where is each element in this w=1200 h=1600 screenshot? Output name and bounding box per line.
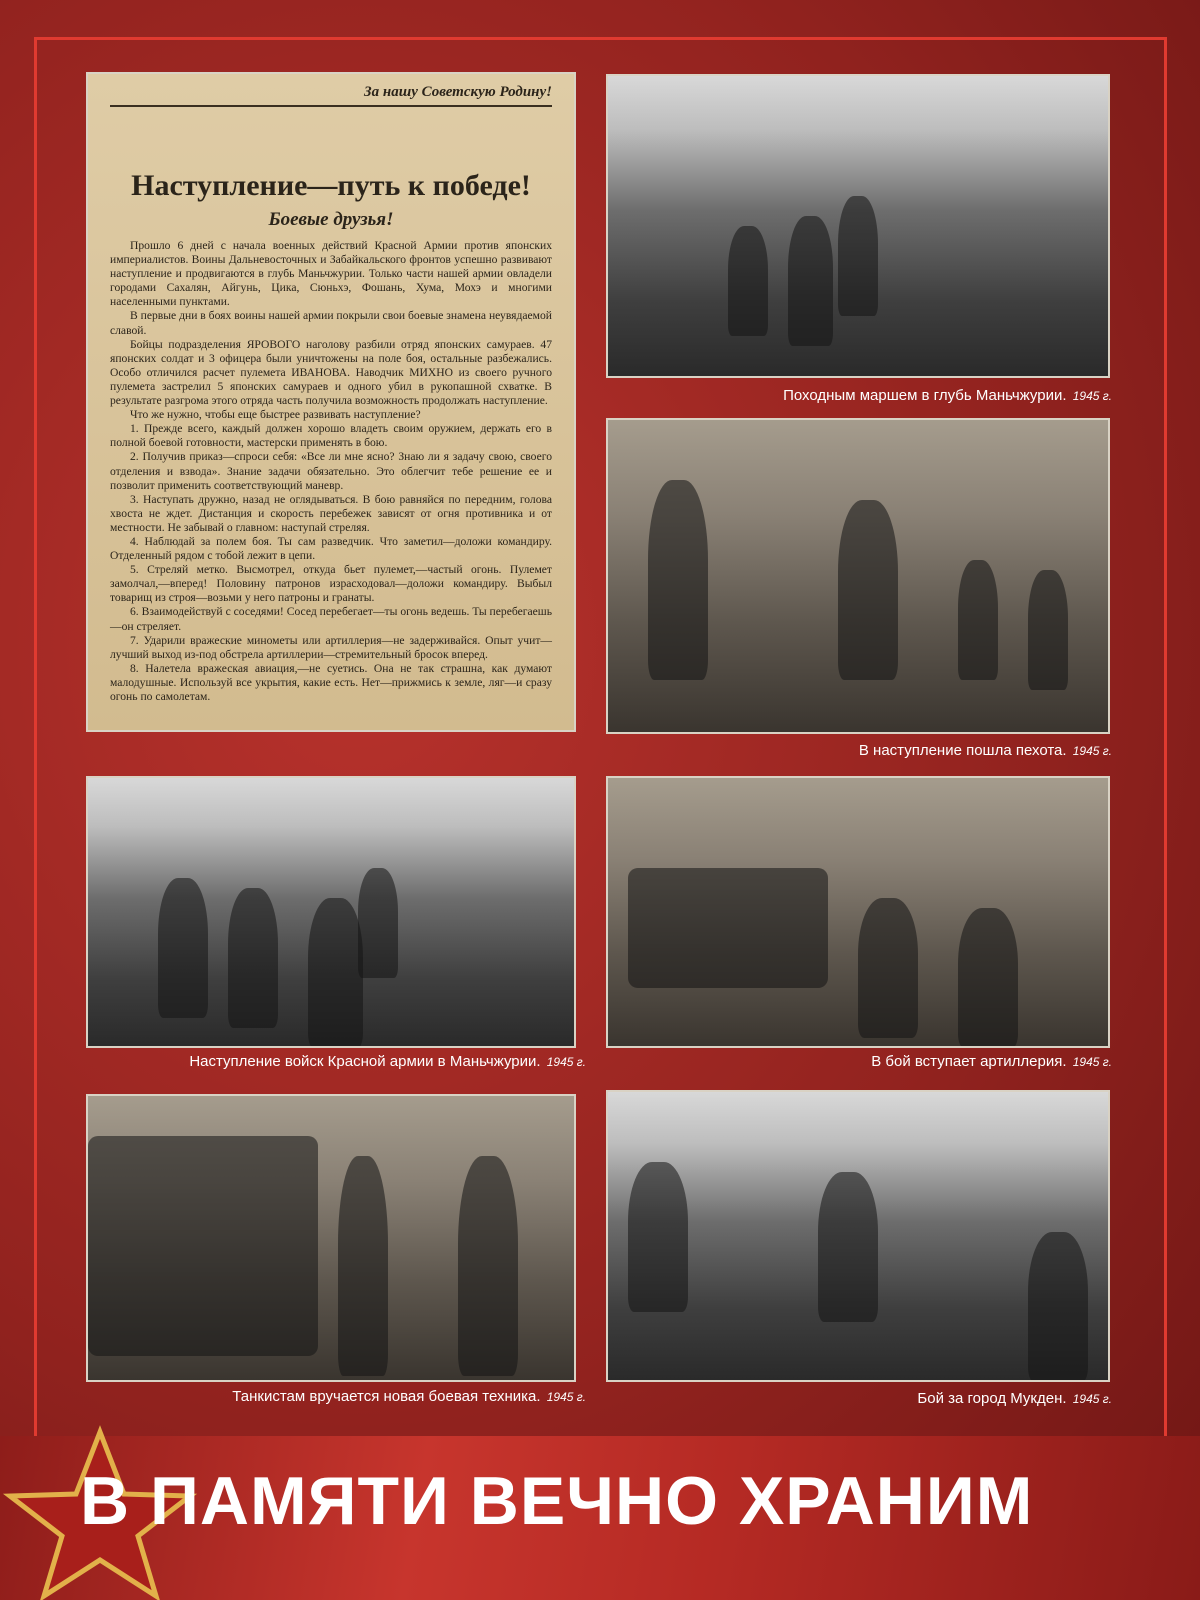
newspaper-text [110,239,552,704]
banner-title: В ПАМЯТИ ВЕЧНО ХРАНИМ [80,1463,1034,1539]
photo-caption [189,1053,586,1070]
newspaper-subheadline: Боевые друзья! [268,209,394,230]
caption-year: 1945 г. [1072,744,1112,758]
caption-year: 1945 г. [546,1055,586,1069]
photo-caption [871,1053,1112,1070]
caption-text: Бой за город Мукден. [917,1390,1067,1407]
caption-text: Наступление войск Красной армии в Маньчжурии. [189,1053,541,1070]
newspaper-paragraph: В первые дни в боях воины нашей армии покрыли свои боевые знамена неувядаемой славой. [110,309,552,337]
newspaper-paragraph: Прошло 6 дней с начала военных действий Красной Армии против японских империалистов. Воины Дальневосточных и Забайкальского фронтов успешно развивают наступление и продвигаются в глубь Маньчжурии. Только части нашей армии овладели городами Сахалян, Айгунь, Цика, Сюньхэ, Фошань, Хума, Мохэ и многими населенными пунктами. [110,239,552,309]
caption-text: Походным маршем в глубь Маньчжурии. [783,387,1067,404]
photo-tank-crews [86,1094,576,1382]
caption-text: В бой вступает артиллерия. [871,1053,1067,1070]
newspaper-paragraph: 6. Взаимодействуй с соседями! Сосед перебегает—ты огонь ведешь. Ты перебегаешь—он стреляет. [110,605,552,633]
photo-caption [859,742,1112,759]
caption-year: 1945 г. [1072,389,1112,403]
photo-artillery [606,776,1110,1048]
newspaper-headline: Наступление—путь к победе! [131,169,531,202]
newspaper-paragraph: Что же нужно, чтобы еще быстрее развивать наступление? [130,408,421,422]
newspaper-paragraph: 7. Ударили вражеские минометы или артиллерия—не задерживайся. Опыт учит—лучший выход из-под обстрела артиллерии—стремительный бросок вперед. [110,633,552,661]
caption-year: 1945 г. [1072,1055,1112,1069]
caption-text: В наступление пошла пехота. [858,742,1067,759]
caption-text: Танкистам вручается новая боевая техника. [232,1388,541,1405]
caption-year: 1945 г. [546,1390,586,1404]
newspaper-paragraph: 2. Получив приказ—спроси себя: «Все ли мне ясно? Знаю ли я задачу свою, своего отделения и взвода». Знание задачи обязательно. Это облегчит тебе решение ее и позволит применить соответствующий маневр. [110,450,552,492]
newspaper-slogan: За нашу Советскую Родину! [110,84,552,107]
newspaper-paragraph: 1. Прежде всего, каждый должен хорошо владеть своим оружием, держать его в полной боевой готовности, мастерски применять в бою. [110,422,552,450]
photo-caption [232,1388,586,1405]
newspaper-paragraph: Бойцы подразделения ЯРОВОГО наголову разбили отряд японских самураев. 47 японских солдат и 3 офицера были уничтожены на поле боя, остальные разбежались. Особо отличился расчет пулемета ИВАНОВА. Наводчик МИХНО из своего ручного пулемета застрелил 5 японских самураев и одного убил в рукопашной схватке. В результате разгрома этого отряда часть получила возможность продолжать наступление. [110,337,552,408]
photo-infantry-attack [606,418,1110,734]
newspaper-paragraph: 5. Стреляй метко. Высмотрел, откуда бьет пулемет,—частый огонь. Пулемет замолчал,—вперед! Половину патронов израсходовал—доложи командиру. Выбыл товарищ из строя—возьми у него патроны и гранаты. [110,563,552,605]
newspaper-paragraph: 8. Налетела вражеская авиация,—не суетись. Она не так страшна, как думают малодушные. Используй все укрытия, какие есть. Нет—прижмись к земле, ляг—и сразу огонь по самолетам. [110,661,552,703]
photo-caption [917,1390,1112,1407]
newspaper-paragraph: 3. Наступать дружно, назад не оглядываться. В бою равняйся по передним, голова хвоста не ждет. Дистанция и скорость перебежек зависят от огня противника и от местности. Не забывай о главном: наступай стреляя. [110,492,552,534]
photo-red-army-advance [86,776,576,1048]
newspaper-clipping [86,72,576,732]
caption-year: 1945 г. [1072,1392,1112,1406]
photo-mukden-battle [606,1090,1110,1382]
newspaper-paragraph: 4. Наблюдай за полем боя. Ты сам разведчик. Что заметил—доложи командиру. Отделенный рядом с тобой лежит в цепи. [110,534,552,563]
photo-caption [783,387,1112,404]
photo-march-manchuria [606,74,1110,378]
